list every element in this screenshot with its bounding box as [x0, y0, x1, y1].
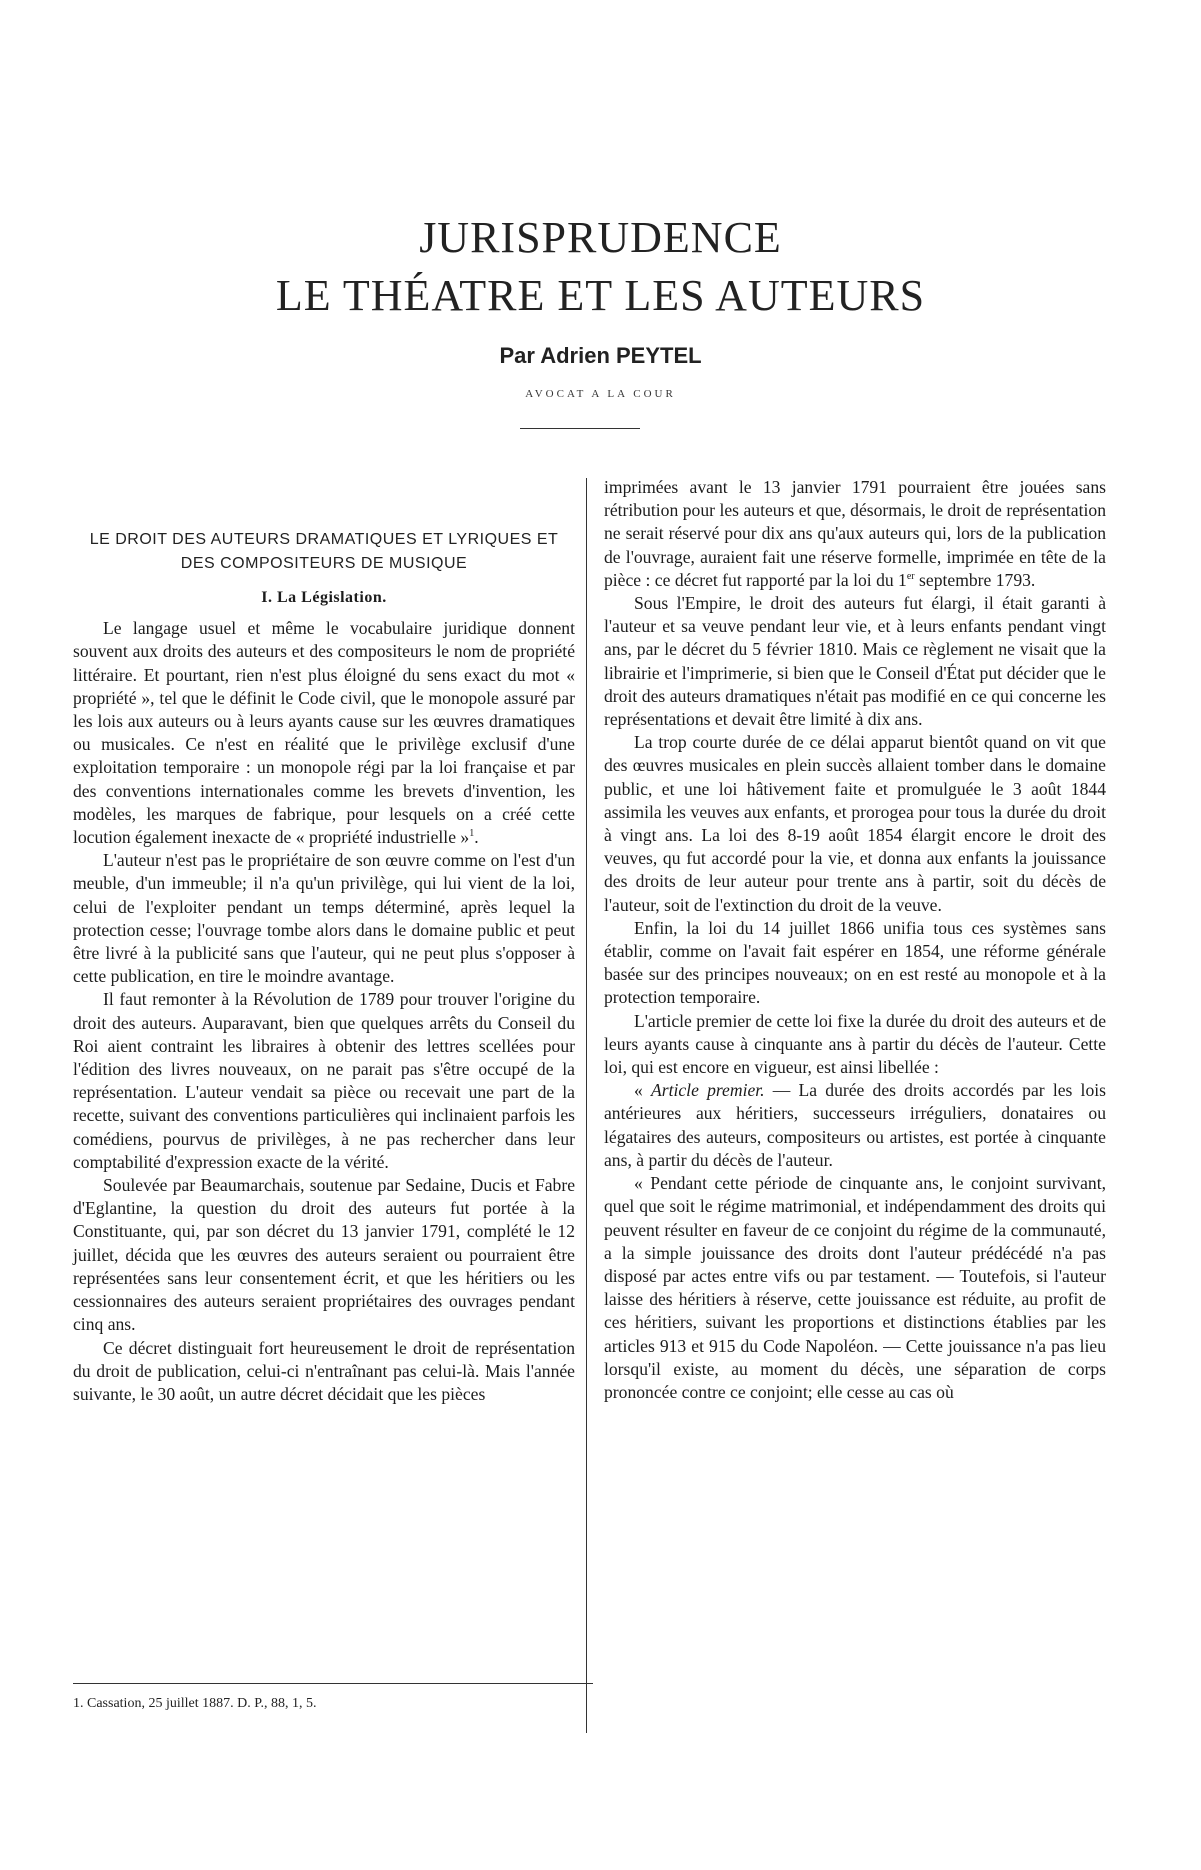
paragraph: [604, 476, 1106, 592]
ordinal-suffix: er: [906, 570, 915, 582]
paragraph-end: .: [474, 827, 479, 848]
header-divider: [520, 428, 640, 429]
column-divider: [586, 478, 587, 1733]
section-heading: LE DROIT DES AUTEURS DRAMATIQUES ET LYRIQUES ET DES COMPOSITEURS DE MUSIQUE: [89, 531, 559, 572]
paragraph: L'article premier de cette loi fixe la durée du droit des auteurs et de leurs ayants cause à cinquante ans à partir du décès de l'auteur. Cette loi, qui est encore en vigueur, est ainsi libellée :: [604, 1010, 1106, 1078]
author-affiliation: AVOCAT A LA COUR: [525, 388, 676, 400]
paragraph-text: imprimées avant le 13 janvier 1791 pourraient être jouées sans rétribution pour les auteurs et que, désormais, le droit de représentation ne serait réservé pour dix ans qu'aux auteurs qui, lors de la publication de l'ouvrage, auraient fait une réserve formelle, imprimée en tête de la pièce : ce décret fut rapporté par la loi du 1: [604, 477, 1106, 590]
byline: Par Adrien PEYTEL: [499, 343, 702, 368]
right-column: [604, 476, 1106, 1404]
paragraph-text: — La durée des droits accordés par les lois antérieures aux héritiers, successeurs irréguliers, donataires ou légataires des auteurs, compositeurs ou artistes, est portée à cinquante ans, à partir du décès de l'auteur.: [604, 1080, 1106, 1170]
title-line-2: LE THÉATRE ET LES AUTEURS: [275, 271, 926, 320]
paragraph: Enfin, la loi du 14 juillet 1866 unifia tous ces systèmes sans établir, comme on l'avait fait espérer en 1854, une réforme générale basée sur des principes nouveaux; on en est resté au monopole et à la protection temporaire.: [604, 917, 1106, 1008]
left-column: [73, 528, 575, 1406]
paragraph: La trop courte durée de ce délai apparut bientôt quand on vit que des œuvres musicales en plein succès allaient tomber dans le domaine public, et une loi hâtivement faite et promulguée le 3 août 1844 assimila les veuves aux enfants, et prorogea pour tous la durée du droit à vingt ans. La loi des 8-19 août 1854 élargit encore le droit des veuves, qu fut accordé pour la vie, et donna aux enfants la jouissance des droits de leur auteur pour trente ans à partir, soit du décès de l'auteur, soit de l'extinction du droit de la veuve.: [604, 732, 1106, 915]
paragraph: Il faut remonter à la Révolution de 1789 pour trouver l'origine du droit des auteurs. Auparavant, bien que quelques arrêts du Conseil du Roi aient contraint les libraires à obtenir des lettres scellées pour l'édition des livres nouveaux, on ne parait pas s'être occupé de la représentation. L'auteur vendait sa pièce ou recevait une part de la recette, suivant des conventions particulières qui inclinaient parfois les comédiens, pourvus de privilèges, à ne pas rechercher dans leur comptabilité d'expression exacte de la vérité.: [73, 989, 575, 1172]
paragraph: [73, 617, 575, 849]
paragraph: Sous l'Empire, le droit des auteurs fut élargi, il était garanti à l'auteur et sa veuve pendant leur vie, et à leurs enfants pendant vingt ans, par le décret du 5 février 1810. Mais ce règlement ne visait que la librairie et l'imprimerie, si bien que le Conseil d'État put décider que le droit des auteurs dramatiques n'était pas modifié en ce qui concerne les représentations et devait être limité à dix ans.: [604, 593, 1106, 730]
quoted-paragraph: « Pendant cette période de cinquante ans, le conjoint survivant, quel que soit le régime matrimonial, et indépendamment des droits qui peuvent résulter en faveur de ce conjoint du régime de la communauté, a la simple jouissance des droits dont l'auteur prédécédé n'a pas disposé par actes entre vifs ou par testament. — Toutefois, si l'auteur laisse des héritiers à réserve, cette jouissance est réduite, au profit de ces héritiers, suivant les proportions et distinctions établies par les articles 913 et 915 du Code Napoléon. — Cette jouissance n'a pas lieu lorsqu'il existe, au moment du décès, une séparation de corps prononcée contre ce conjoint; elle cesse au cas où: [604, 1173, 1106, 1402]
title-line-1: JURISPRUDENCE: [419, 213, 782, 262]
quote-open: «: [634, 1080, 651, 1101]
paragraph-end: septembre 1793.: [914, 569, 1036, 590]
paragraph: Soulevée par Beaumarchais, soutenue par Sedaine, Ducis et Fabre d'Eglantine, la question du droit des auteurs fut portée à la Constituante, qui, par son décret du 13 janvier 1791, complété le 12 juillet, décida que les œuvres des auteurs seraient ou pourraient être représentées sans leur consentement écrit, et que les héritiers ou les cessionnaires des auteurs seraient propriétaires des ouvrages pendant cinq ans.: [73, 1175, 575, 1335]
footnote: 1. Cassation, 25 juillet 1887. D. P., 88, 1, 5.: [73, 1696, 317, 1711]
paragraph-text: Le langage usuel et même le vocabulaire juridique donnent souvent aux droits des auteurs et des compositeurs le nom de propriété littéraire. Et pourtant, rien n'est plus éloigné du sens exact du mot « propriété », tel que le définit le Code civil, que le monopole assuré par les lois aux auteurs ou à leurs ayants cause sur les œuvres dramatiques ou musicales. Ce n'est en réalité que le privilège exclusif d'une exploitation temporaire : un monopole régi par la loi française et par des conventions internationales comme les brevets d'invention, les modèles, les marques de fabrique, pour lesquels on a créé cette locution également inexacte de « propriété industrielle »: [73, 618, 575, 848]
footnote-ref: 1: [469, 828, 475, 840]
paragraph: Ce décret distinguait fort heureusement le droit de représentation du droit de publication, celui-ci n'entraînant pas celui-là. Mais l'année suivante, le 30 août, un autre décret décidait que les pièces: [73, 1337, 575, 1404]
footnote-divider: [73, 1683, 593, 1684]
quoted-article: [604, 1079, 1106, 1172]
paragraph: L'auteur n'est pas le propriétaire de son œuvre comme on l'est d'un meuble, d'un immeuble; il n'a qu'un privilège, qui lui vient de la loi, celui de l'exploiter pendant un temps déterminé, après lequel la protection cesse; l'ouvrage tombe alors dans le domaine public et peut être livré à la publicité sans que l'auteur, qui ne peut plus s'opposer à cette publication, en tire le moindre avantage.: [73, 850, 575, 987]
subsection-heading: I. La Législation.: [261, 589, 387, 606]
article-label: Article premier.: [651, 1080, 765, 1101]
